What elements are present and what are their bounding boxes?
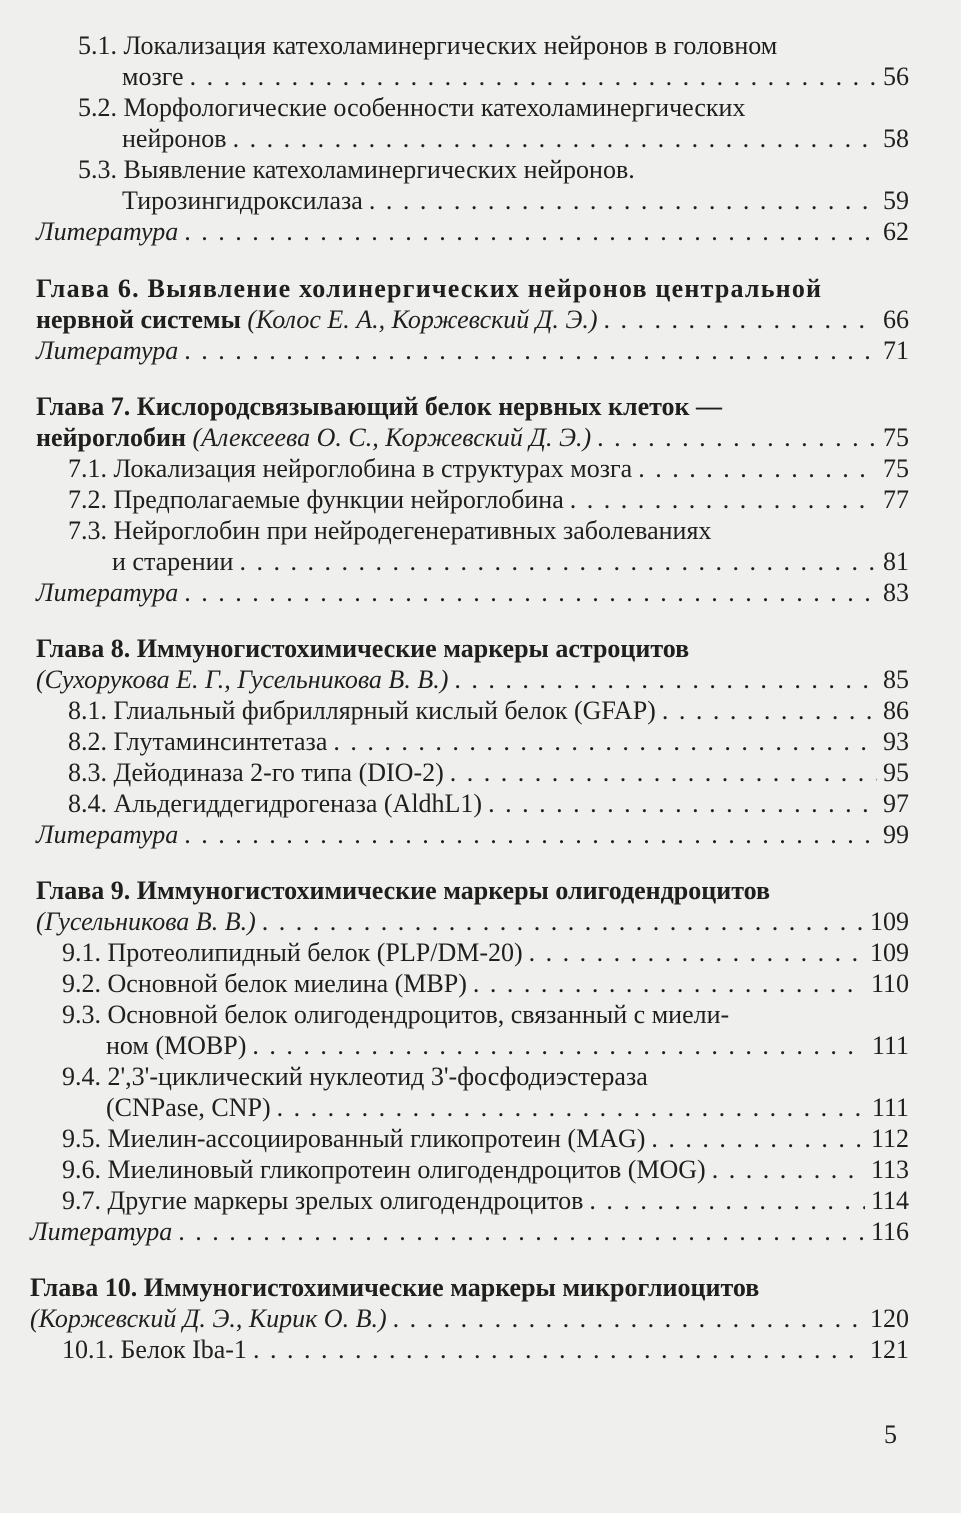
toc-page: 66 xyxy=(883,305,909,334)
toc-leader xyxy=(184,578,877,608)
toc-title: (Гусельникова В. В.) xyxy=(36,907,256,936)
toc-entry xyxy=(36,578,909,608)
toc-page: 116 xyxy=(870,1217,909,1246)
toc-text xyxy=(30,1273,759,1303)
toc-title: 9.1. Протеолипидный белок (PLP/DM-20) xyxy=(62,938,523,967)
toc-text xyxy=(62,1062,648,1092)
toc-text xyxy=(78,93,745,123)
toc-leader xyxy=(369,186,877,216)
toc-text xyxy=(68,454,632,484)
toc-title: ном (MOBP) xyxy=(106,1031,247,1060)
toc-title: 7.1. Локализация нейроглобина в структурах мозга xyxy=(68,454,633,483)
toc-title: 5.1. Локализация катехоламинергических нейронов в головном xyxy=(78,31,778,60)
toc-page: 95 xyxy=(883,758,909,787)
toc-text xyxy=(68,485,564,515)
toc-title: нейроглобин xyxy=(36,423,186,452)
toc-title: (Сухорукова Е. Г., Гусельникова В. В.) xyxy=(36,665,449,694)
toc-page: 75 xyxy=(883,423,909,452)
toc-entry xyxy=(36,305,909,335)
toc-title: Глава 6. Выявление холинергических нейронов центральной xyxy=(36,274,823,303)
toc-leader xyxy=(190,62,877,92)
toc-page: 59 xyxy=(883,186,909,215)
toc-text xyxy=(36,578,178,608)
toc-title: 8.3. Дейодиназа 2-го типа (DIO-2) xyxy=(68,758,444,787)
toc-line xyxy=(62,1062,909,1092)
toc-leader xyxy=(651,1124,865,1154)
toc-entry xyxy=(30,1217,909,1247)
toc-text xyxy=(62,969,467,999)
toc-page: 113 xyxy=(870,1155,909,1184)
toc-title: нервной системы xyxy=(36,305,241,334)
toc-line xyxy=(78,155,909,185)
toc-page: 56 xyxy=(883,62,909,91)
toc-page: 111 xyxy=(871,1093,909,1122)
toc-title: Литература xyxy=(30,1217,173,1246)
toc-line xyxy=(78,93,909,123)
toc-title: Литература xyxy=(36,336,179,365)
toc-title: 9.5. Миелин-ассоциированный гликопротеин (MAG) xyxy=(62,1124,646,1153)
toc-title: Литература xyxy=(36,217,179,246)
toc-title: и старении xyxy=(112,547,234,576)
toc-entry xyxy=(112,547,909,577)
toc-text xyxy=(68,516,711,546)
toc-title: 5.3. Выявление катехоламинергических нейронов. xyxy=(78,155,635,184)
toc-entry xyxy=(36,820,909,850)
toc-line xyxy=(36,876,909,906)
toc-leader xyxy=(184,820,877,850)
toc-text xyxy=(36,820,178,850)
toc-leader xyxy=(570,485,877,515)
toc-line xyxy=(62,1000,909,1030)
toc-text xyxy=(68,789,482,819)
toc-author: (Колос Е. А., Коржевский Д. Э.) xyxy=(240,305,598,334)
toc-text xyxy=(36,217,178,247)
toc-page: 58 xyxy=(883,124,909,153)
toc-page: 62 xyxy=(883,217,909,246)
toc-leader xyxy=(589,1186,865,1216)
toc-entry xyxy=(30,1304,909,1334)
toc-entry xyxy=(62,1335,909,1365)
toc-title: 8.2. Глутаминсинтетаза xyxy=(68,727,328,756)
toc-title: Глава 7. Кислородсвязывающий белок нервных клеток — xyxy=(36,392,723,421)
toc-text xyxy=(62,1124,645,1154)
toc-text xyxy=(30,1304,387,1334)
toc-leader xyxy=(597,423,877,453)
toc-title: нейронов xyxy=(122,124,227,153)
toc-text xyxy=(78,155,635,185)
toc-page: 86 xyxy=(883,696,909,725)
toc-text xyxy=(36,634,689,664)
toc-text xyxy=(62,1155,706,1185)
toc-entry xyxy=(68,758,909,788)
toc-title: 8.4. Альдегиддегидрогеназа (AldhL1) xyxy=(68,789,483,818)
toc-entry xyxy=(62,1155,909,1185)
toc-entry xyxy=(36,907,909,937)
toc-text xyxy=(68,727,327,757)
toc-leader xyxy=(393,1304,864,1334)
toc-text xyxy=(106,1031,246,1061)
toc-page: 93 xyxy=(883,727,909,756)
toc-author: (Алексеева О. С., Коржевский Д. Э.) xyxy=(186,423,592,452)
toc-entry xyxy=(68,454,909,484)
toc-text xyxy=(36,305,598,335)
toc-page: 81 xyxy=(883,547,909,576)
toc-line xyxy=(30,1273,909,1303)
toc-leader xyxy=(277,1093,866,1123)
toc-leader xyxy=(178,1217,865,1247)
toc-entry xyxy=(36,665,909,695)
toc-text xyxy=(68,758,444,788)
toc-text xyxy=(30,1217,172,1247)
toc-leader xyxy=(604,305,878,335)
toc-text xyxy=(36,665,448,695)
toc-leader xyxy=(662,696,877,726)
toc-title: Глава 9. Иммуногистохимические маркеры олигодендроцитов xyxy=(36,876,771,905)
toc-leader xyxy=(450,758,877,788)
toc-text xyxy=(36,423,591,453)
toc-title: 7.2. Предполагаемые функции нейроглобина xyxy=(68,485,564,514)
toc-entry xyxy=(62,969,909,999)
toc-page: 75 xyxy=(883,454,909,483)
toc-leader xyxy=(184,336,877,366)
toc-number: 5.2. xyxy=(78,93,124,122)
toc-line xyxy=(36,634,909,664)
toc-text xyxy=(36,876,770,906)
toc-title: 9.2. Основной белок миелина (MBP) xyxy=(62,969,467,998)
toc-text xyxy=(68,696,656,726)
toc-page: 110 xyxy=(870,969,909,998)
toc-page: 83 xyxy=(883,578,909,607)
toc-title: 9.7. Другие маркеры зрелых олигодендроцитов xyxy=(62,1186,584,1215)
toc-entry xyxy=(62,1124,909,1154)
toc-text xyxy=(78,31,777,61)
toc-title: Литература xyxy=(36,820,179,849)
toc-title: 9.4. 2',3'-циклический нуклеотид 3'-фосфодиэстераза xyxy=(62,1062,648,1091)
toc-entry xyxy=(106,1093,909,1123)
toc-page: 97 xyxy=(883,789,909,818)
toc-page: 111 xyxy=(871,1031,909,1060)
toc-page: 71 xyxy=(883,336,909,365)
toc-leader xyxy=(333,727,877,757)
toc-title: 8.1. Глиальный фибриллярный кислый белок (GFAP) xyxy=(68,696,656,725)
toc-title: 9.6. Миелиновый гликопротеин олигодендроцитов (MOG) xyxy=(62,1155,706,1184)
toc-title: Литература xyxy=(36,578,179,607)
toc-text xyxy=(36,336,178,366)
toc-entry xyxy=(62,938,909,968)
toc-leader xyxy=(252,1031,866,1061)
toc-page: 109 xyxy=(870,907,909,936)
toc-title: (CNPase, CNP) xyxy=(106,1093,271,1122)
toc-entry xyxy=(68,727,909,757)
toc-entry xyxy=(68,485,909,515)
toc-text xyxy=(36,392,722,422)
toc-title: мозге xyxy=(122,62,184,91)
toc-page: 77 xyxy=(883,485,909,514)
toc-entry xyxy=(122,62,909,92)
toc-title: Глава 10. Иммуногистохимические маркеры микроглиоцитов xyxy=(30,1273,760,1302)
toc-line xyxy=(78,31,909,61)
toc-page: 109 xyxy=(870,938,909,967)
toc-entry xyxy=(106,1031,909,1061)
toc-title: 10.1. Белок Iba-1 xyxy=(62,1335,247,1364)
toc-leader xyxy=(184,217,877,247)
toc-entry xyxy=(122,186,909,216)
toc-text xyxy=(122,186,363,216)
toc-title: 9.3. Основной белок олигодендроцитов, связанный с миели- xyxy=(62,1000,730,1029)
toc-title: Морфологические особенности катехоламинергических xyxy=(123,93,746,122)
toc-text xyxy=(62,1186,583,1216)
toc-entry xyxy=(36,336,909,366)
toc-text xyxy=(62,938,523,968)
toc-text xyxy=(122,124,227,154)
toc-text xyxy=(62,1000,729,1030)
toc-title: 7.3. Нейроглобин при нейродегенеративных заболеваниях xyxy=(68,516,712,545)
toc-text xyxy=(122,62,184,92)
toc-text xyxy=(112,547,233,577)
toc-text xyxy=(106,1093,271,1123)
toc-leader xyxy=(233,124,877,154)
toc-line xyxy=(36,392,909,422)
toc-page: 99 xyxy=(883,820,909,849)
toc-leader xyxy=(239,547,877,577)
toc-text xyxy=(36,907,256,937)
toc-page: 120 xyxy=(870,1304,909,1333)
toc-leader xyxy=(454,665,877,695)
toc-leader xyxy=(638,454,877,484)
toc-line xyxy=(68,516,909,546)
toc-page: 112 xyxy=(870,1124,909,1153)
toc-leader xyxy=(712,1155,865,1185)
toc-leader xyxy=(253,1335,864,1365)
toc-text xyxy=(62,1335,247,1365)
toc-page: 85 xyxy=(883,665,909,694)
toc-entry xyxy=(68,696,909,726)
toc-leader xyxy=(488,789,877,819)
toc-entry xyxy=(68,789,909,819)
toc-leader xyxy=(529,938,864,968)
page-number: 5 xyxy=(884,1420,897,1449)
toc-page: 114 xyxy=(870,1186,909,1215)
toc-line xyxy=(36,274,909,304)
toc-text xyxy=(36,274,822,304)
toc-title: (Коржевский Д. Э., Кирик О. В.) xyxy=(30,1304,387,1333)
toc-entry xyxy=(62,1186,909,1216)
toc-title: Тирозингидроксилаза xyxy=(122,186,363,215)
toc-leader xyxy=(262,907,864,937)
toc-entry xyxy=(36,217,909,247)
toc-page: 121 xyxy=(870,1335,909,1364)
toc-entry xyxy=(36,423,909,453)
toc-title: Глава 8. Иммуногистохимические маркеры астроцитов xyxy=(36,634,690,663)
toc-entry xyxy=(122,124,909,154)
toc-leader xyxy=(473,969,865,999)
